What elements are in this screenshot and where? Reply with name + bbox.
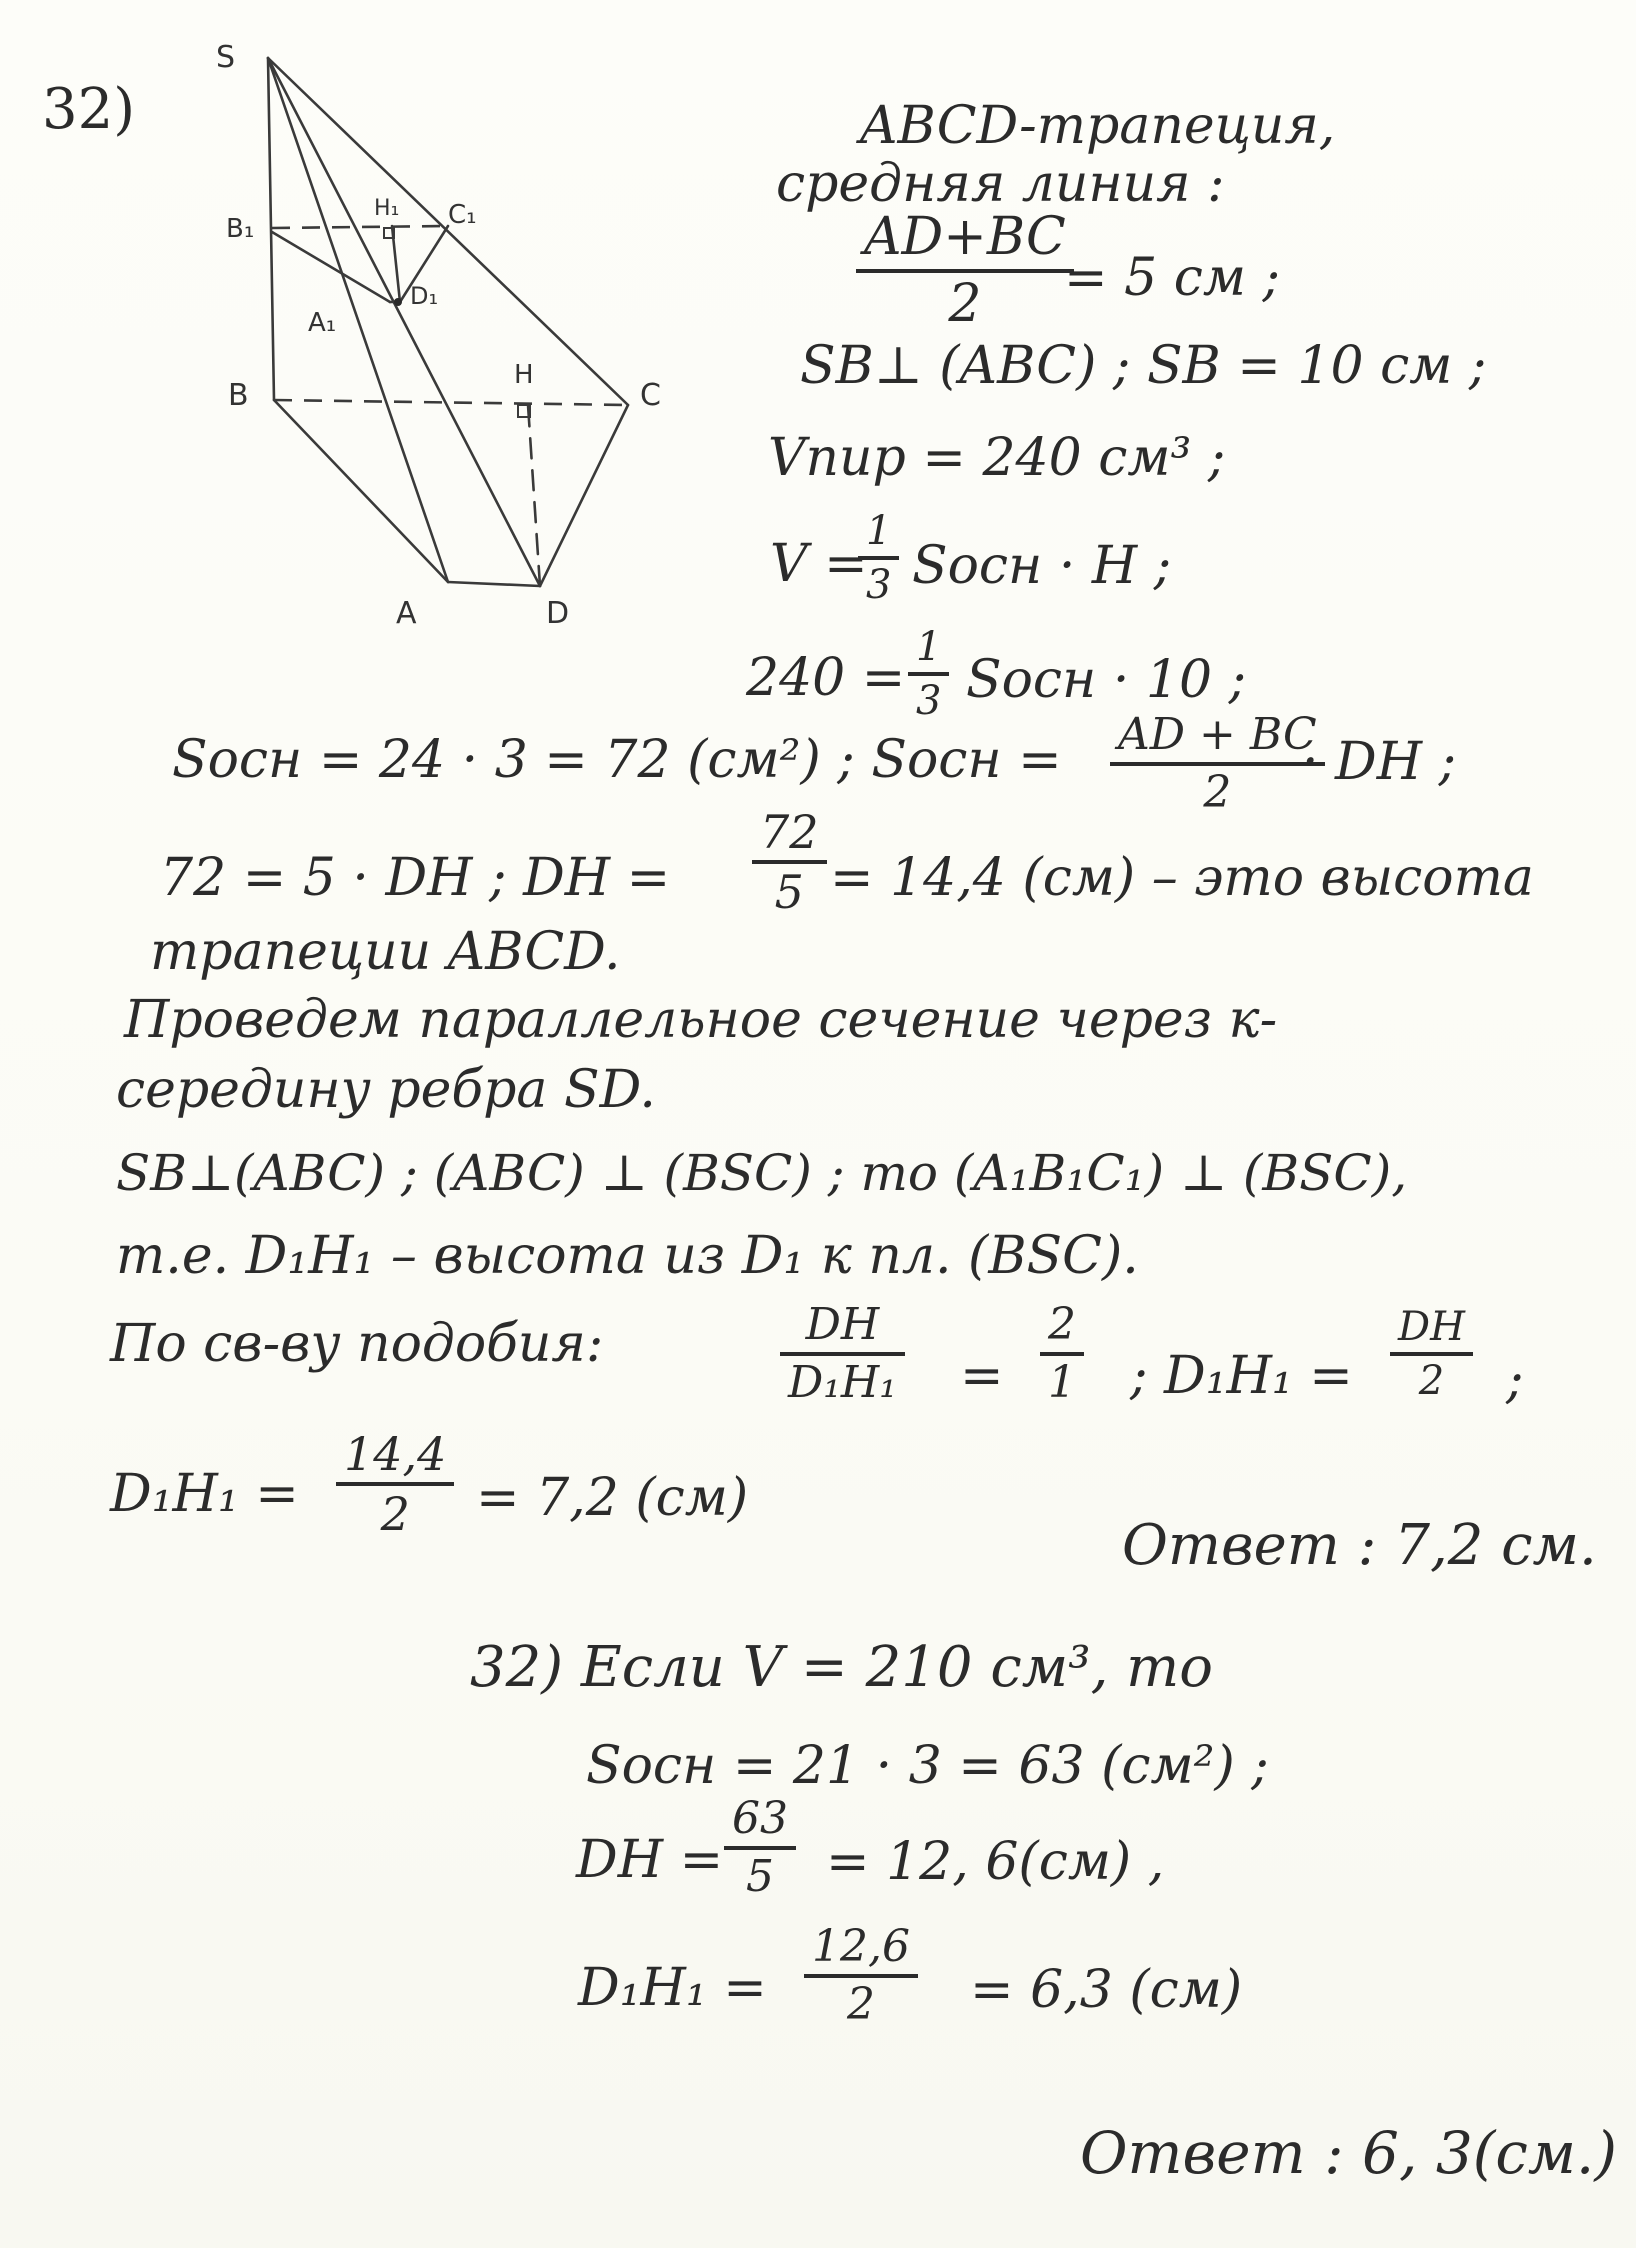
variant-intro: 32) Если V = 210 см³, то	[470, 1635, 1213, 1700]
variant-d1h1-fraction: 12,6 2	[804, 1924, 918, 2028]
edge-DC	[540, 405, 628, 586]
label-B1: B₁	[226, 214, 255, 244]
substitution-right: Sосн · 10 ;	[966, 650, 1247, 710]
label-A: A	[396, 596, 417, 631]
answer-1: Ответ : 7,2 см.	[1122, 1513, 1597, 1578]
d1h1-tail: = 7,2 (см)	[476, 1468, 749, 1528]
label-H1: H₁	[374, 196, 400, 221]
midline-denominator: 2	[948, 273, 982, 334]
perpendicular-line: SB⊥(ABC) ; (ABC) ⊥ (BSC) ; то (A₁B₁C₁) ⊥ (BSC),	[116, 1144, 1408, 1202]
given-line-1: ABCD-трапеция,	[860, 96, 1336, 156]
label-A1: A₁	[308, 308, 337, 338]
midline-numerator: AD+BC	[864, 207, 1066, 267]
point-D1	[394, 298, 402, 306]
variant-base-area: Sосн = 21 · 3 = 63 (см²) ;	[586, 1736, 1269, 1796]
variant-d1h1-left: D₁H₁ =	[578, 1958, 767, 2018]
similarity-fraction-2: 2 1	[1040, 1302, 1084, 1406]
variant-d1h1-tail: = 6,3 (см)	[970, 1960, 1243, 2020]
similarity-fraction-3: DH 2	[1390, 1306, 1473, 1402]
section-line-2: середину ребра SD.	[116, 1060, 656, 1120]
similarity-equals: =	[960, 1346, 1004, 1406]
label-C1: C₁	[448, 200, 477, 230]
edge-AD	[448, 582, 540, 586]
base-area-fraction: AD + BC 2	[1110, 712, 1325, 816]
problem-number: 32)	[42, 77, 136, 142]
dh-line-2: трапеции ABCD.	[150, 922, 621, 982]
similarity-left: По св-ву подобия:	[110, 1314, 604, 1374]
edge-SC	[268, 58, 628, 405]
edge-BC-hidden	[274, 400, 628, 405]
variant-dh-tail: = 12, 6(см) ,	[826, 1832, 1165, 1892]
label-S: S	[216, 40, 236, 75]
d1h1-fraction: 14,4 2	[336, 1430, 454, 1539]
substitution-left: 240 =	[746, 648, 906, 708]
given-line-5: Vпир = 240 см³ ;	[768, 428, 1226, 488]
label-H: H	[514, 360, 534, 390]
similarity-fraction-1: DH D₁H₁	[780, 1302, 905, 1406]
height-DH	[528, 405, 540, 586]
label-D: D	[546, 596, 570, 631]
label-D1: D₁	[410, 282, 439, 310]
d1h1-left: D₁H₁ =	[110, 1464, 299, 1524]
volume-formula-fraction: 1 3	[858, 510, 899, 606]
given-line-4: SB⊥ (ABC) ; SB = 10 см ;	[800, 336, 1487, 396]
label-B: B	[228, 378, 249, 413]
label-C: C	[640, 378, 661, 413]
volume-formula-right: Sосн · H ;	[912, 536, 1172, 596]
variant-dh-left: DH =	[576, 1830, 724, 1890]
similarity-end: ;	[1506, 1350, 1524, 1410]
given-line-2: средняя линия :	[776, 154, 1225, 214]
variant-dh-fraction: 63 5	[724, 1796, 796, 1900]
base-area-line: Sосн = 24 · 3 = 72 (см²) ; Sосн =	[172, 730, 1062, 790]
edge-SA	[268, 58, 448, 582]
edge-BA	[274, 400, 448, 582]
volume-formula-left: V =	[770, 534, 868, 594]
edge-B1C1-hidden	[272, 226, 448, 228]
dh-tail: = 14,4 (см) – это высота	[830, 848, 1534, 908]
section-line-1: Проведем параллельное сечение через к-	[124, 990, 1278, 1050]
midline-fraction	[856, 207, 1074, 334]
answer-2: Ответ : 6, 3(см.)	[1080, 2119, 1617, 2187]
dh-line: 72 = 5 · DH ; DH =	[160, 848, 671, 908]
pyramid-diagram	[0, 0, 700, 640]
ie-line: т.е. D₁H₁ – высота из D₁ к пл. (BSC).	[116, 1226, 1139, 1286]
base-area-tail: · DH ;	[1302, 732, 1457, 792]
dh-fraction: 72 5	[752, 808, 827, 917]
midline-value: = 5 см ;	[1064, 248, 1280, 308]
similarity-mid: ; D₁H₁ =	[1130, 1346, 1353, 1406]
substitution-fraction: 1 3	[908, 626, 949, 722]
